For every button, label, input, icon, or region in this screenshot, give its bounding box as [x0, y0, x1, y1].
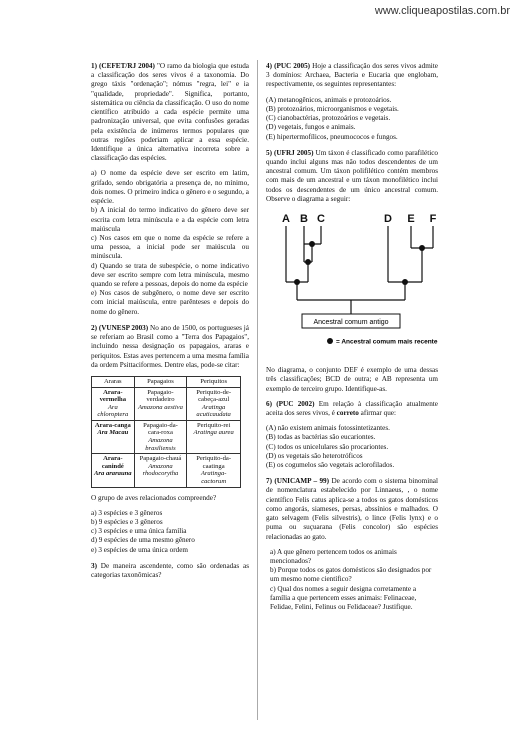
option: c) Qual dos nomes a seguir designa corretamente a família a que pertencem esses animais: Felinaceae, Felidae, Felini, Felinus ou Felidaceae? Justifique. — [270, 584, 417, 612]
option: (A) não existem animais fotossintetizantes. — [266, 424, 390, 433]
taxon-label-c: C — [317, 213, 325, 226]
table-cell: Arara-vermelha Ara chloroptera — [92, 387, 135, 420]
table-header: Papagaios — [134, 377, 187, 388]
question-4-text: Hoje a classificação dos seres vivos admite 3 domínios: Archaea, Bacteria e Eucaria que englobam, respectivamente, os seguintes representantes: — [266, 62, 438, 89]
question-3-head: 3) — [91, 561, 97, 570]
option: (A) metanogênicos, animais e protozoários. — [266, 95, 392, 104]
option: b) 9 espécies e 3 gêneros — [91, 517, 163, 526]
recent-ancestor-nodes — [294, 241, 425, 285]
table-header: Araras — [92, 377, 135, 388]
ancestor-box-label: Ancestral comum antigo — [313, 319, 389, 327]
question-6-options — [266, 424, 438, 470]
question-3-text: De maneira ascendente, como são ordenadas as categorias taxonômicas? — [91, 561, 249, 580]
table-row — [92, 387, 241, 420]
option: b) Porque todos os gatos domésticos são designados por um mesmo nome científico? — [270, 566, 432, 584]
birds-table — [91, 376, 241, 488]
option: (E) os cogumelos são vegetais aclorofilados. — [266, 461, 395, 470]
option: d) Quando se trata de subespécie, o nome indicativo deve ser escrito sempre com letra minúscula, mesmo quando se refere a pessoas, depois do nome da espécie — [91, 261, 249, 289]
option: b) A inicial do termo indicativo do gênero deve ser escrita com letra minúscula e a da espécie com letra maiúscula — [91, 206, 249, 233]
option: e) 3 espécies de uma única ordem — [91, 545, 188, 554]
taxon-label-a: A — [282, 213, 290, 226]
node-dot — [402, 279, 408, 285]
option: (C) todos os unicelulares são procariontes. — [266, 442, 389, 451]
table-cell: Periquito-de-cabeça-azul Aratinga acuticaudata — [187, 387, 241, 420]
option: (E) hipertermofílicos, pneumococos e fungos. — [266, 132, 398, 141]
right-column — [266, 62, 438, 619]
table-header-row — [92, 377, 241, 388]
taxon-label-f: F — [429, 213, 437, 226]
option: (D) os vegetais são heterotróficos — [266, 451, 363, 460]
option: (D) vegetais, fungos e animais. — [266, 123, 356, 132]
table-cell: Papagaio-da-cara-roxa Amazona brasiliensis — [134, 420, 187, 453]
taxon-label-d: D — [384, 213, 392, 226]
table-cell: Arara-canga Ara Macau — [92, 420, 135, 453]
question-2-head: 2) (VUNESP 2003) — [91, 323, 149, 332]
question-4-options — [266, 96, 438, 142]
node-dot — [309, 241, 315, 247]
site-watermark: www.cliqueapostilas.com.br — [374, 5, 510, 17]
table-cell: Papagaio-verdadeiro Amazona aestiva — [134, 387, 187, 420]
question-6-emphasis: correto — [336, 408, 359, 417]
option: c) 3 espécies e uma única família — [91, 527, 187, 536]
option: a) O nome da espécie deve ser escrito em latim, grifado, sendo obrigatória a presença de, no mínimo, dois nomes. O primeiro indica o gênero e o segundo, a espécie. — [91, 169, 249, 206]
option: (B) protozoários, microorganismos e vegetais. — [266, 104, 399, 113]
question-2-options — [91, 509, 249, 555]
question-7 — [266, 477, 438, 542]
option: (B) todas as bactérias são eucariontes. — [266, 433, 376, 442]
question-2 — [91, 324, 249, 370]
question-6-text-end: afirmar que: — [360, 408, 396, 417]
question-5 — [266, 149, 438, 204]
taxon-label-e: E — [407, 213, 415, 226]
option: c) Nos casos em que o nome da espécie se refere a uma pessoa, a inicial pode ser maiúscula ou minúscula. — [91, 233, 249, 261]
question-1-head: 1) (CEFET/RJ 2004) — [91, 62, 155, 70]
question-1-options — [91, 169, 249, 317]
legend-dot — [327, 338, 333, 344]
option: d) 9 espécies de uma mesmo gênero — [91, 536, 195, 545]
node-dot — [305, 259, 311, 265]
node-dot — [294, 279, 300, 285]
question-5-head: 5) (UFRJ 2005) — [266, 148, 314, 157]
question-6-text: Em relação à classificação atualmente aceita dos seres vivos, é — [266, 399, 438, 417]
question-5-followup: No diagrama, o conjunto DEF é exemplo de uma dessas três classificações; BCD de outra; e AB representa um exemplo de terceiro grupo. Identifique-as. — [266, 366, 438, 393]
node-dot — [419, 245, 425, 251]
table-cell: Periquito-da-caatinga Aratinga-cactorum — [187, 454, 241, 487]
question-4 — [266, 62, 438, 90]
question-7-text: De acordo com o sistema binominal de nomenclatura estabelecido por Linnaeus, , o nome científico Felis catus aplica-se a todos os gatos domésticos como angorás, siameses, persas, abssínios e malhados. O gato selvagem (Felis silvestris), o lince (Felis lynx) e o puma ou suçuarana (Felis concolor) são espécies relacionadas ao gato. — [266, 477, 438, 541]
table-cell: Periquito-rei Aratinga aurea — [187, 420, 241, 453]
option: a) 3 espécies e 3 gêneros — [91, 508, 163, 517]
question-6 — [266, 400, 438, 418]
question-7-options — [266, 548, 438, 613]
table-row — [92, 420, 241, 453]
option: e) Nos casos de subgênero, o nome deve ser escrito com inicial maiúscula, entre parênteses e depois do nome do gênero. — [91, 289, 249, 316]
question-2-prompt: O grupo de aves relacionados compreende? — [91, 493, 217, 502]
legend-text: = Ancestral comum mais recente — [336, 338, 438, 346]
taxon-label-b: B — [300, 213, 308, 226]
column-divider — [257, 60, 258, 720]
question-4-head: 4) (PUC 2005) — [266, 62, 311, 70]
table-cell: Arara-canindé Ara ararauna — [92, 454, 135, 487]
cladogram-diagram — [266, 210, 438, 360]
question-7-head: 7) (UNICAMP – 99) — [266, 477, 330, 486]
question-1 — [91, 62, 249, 163]
left-column — [91, 62, 249, 586]
question-3 — [91, 562, 249, 580]
question-6-head: 6) (PUC 2002) — [266, 399, 315, 408]
question-1-text: "O ramo da biologia que estuda a classificação dos seres vivos é a taxonomia. Do grego táxis "ordenação"; nómus "regra, lei" e ia "qualidade, propriedade". Significa, portanto, sistemática ou ciência da classificação. O uso do nome científico atribuído a cada espécie permite uma padronização universal, que evita confusões geradas pela existência de inúmeros termos populares que outras regiões poderiam aplicar a essa espécie. Identifique a única alternativa incorreta sobre a classificação das espécies. — [91, 62, 249, 163]
cladogram-branches — [286, 226, 433, 314]
question-5-text: Um táxon é classificado como parafilético quando inclui alguns mas não todos descendentes de um ancestral comum. Um táxon polifilético contém membros com mais de um ancestral e um táxon monofilético inclui todos os descendentes de um único ancestral comum. Observe o diagrama a seguir: — [266, 148, 439, 203]
table-header: Periquitos — [187, 377, 241, 388]
table-cell: Papagaio-chauá Amazona rhodocorytha — [134, 454, 187, 487]
question-2-text: No ano de 1500, os portugueses já se referiam ao Brasil como a "Terra dos Papagaios", incluindo nessa designação os papagaios, araras e periquitos. Estas aves pertencem a uma mesma família da ordem Psittaciformes. Dentre elas, pode-se citar: — [91, 323, 249, 369]
cladogram-svg — [266, 210, 438, 360]
option: (C) cianobactérias, protozoários e vegetais. — [266, 114, 391, 123]
option: a) A que gênero pertencem todos os animais mencionados? — [270, 547, 397, 565]
table-row — [92, 454, 241, 487]
